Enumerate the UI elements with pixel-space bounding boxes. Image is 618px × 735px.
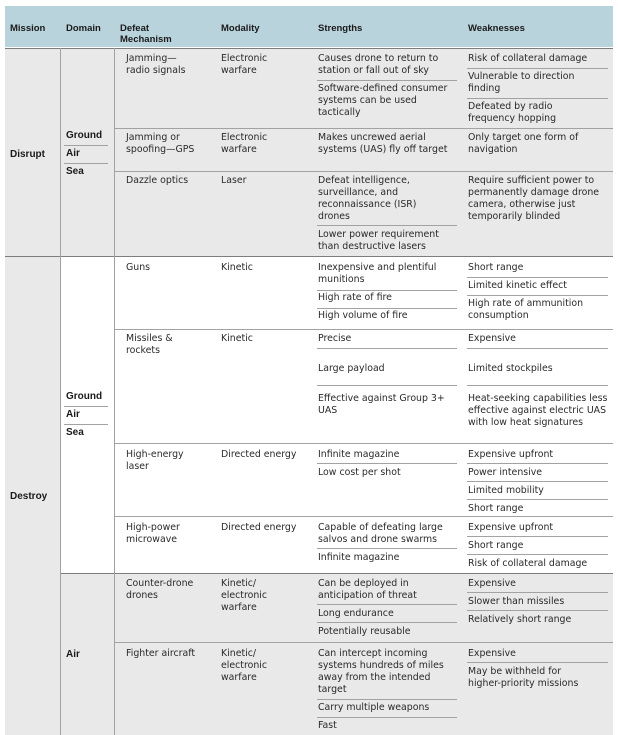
air-section-divider (60, 573, 613, 574)
weakness-separator (467, 610, 608, 611)
modality: Electronic warfare (221, 132, 268, 155)
domain-label: Air (66, 409, 80, 420)
domain-label: Air (66, 148, 80, 159)
weakness-separator (467, 348, 608, 349)
weakness-separator (467, 68, 608, 69)
weakness-item: Short range (468, 540, 524, 551)
modality: Kinetic (221, 333, 253, 344)
domain-separator (64, 424, 108, 425)
defeat-mechanism: High-power microwave (126, 522, 180, 545)
strength-separator (317, 308, 457, 309)
header-domain: Domain (66, 23, 101, 34)
weakness-item: Slower than missiles (468, 596, 565, 607)
modality: Kinetic/ electronic warfare (221, 648, 268, 683)
weakness-separator (467, 499, 608, 500)
weakness-item: Short range (468, 503, 524, 514)
header-strengths: Strengths (318, 23, 363, 34)
row-separator (114, 171, 613, 172)
strength-separator (317, 717, 457, 718)
defeat-mechanism: Missiles & rockets (126, 333, 173, 356)
strength-item: Defeat intelligence, surveillance, and reconnaissance (ISR) drones (318, 175, 417, 222)
weakness-item: Limited kinetic effect (468, 280, 567, 291)
strength-item: High volume of fire (318, 310, 408, 321)
weakness-item: Expensive (468, 578, 516, 589)
strength-item: Infinite magazine (318, 449, 400, 460)
strength-item: High rate of fire (318, 292, 392, 303)
strength-item: Inexpensive and plentiful munitions (318, 262, 437, 285)
column-separator (114, 48, 115, 735)
weakness-separator (467, 277, 608, 278)
weakness-item: Defeated by radio frequency hopping (468, 101, 557, 124)
strength-item: Causes drone to return to station or fall out of sky (318, 53, 439, 76)
weakness-item: Limited stockpiles (468, 363, 553, 374)
row-separator (114, 516, 613, 517)
weakness-item: Expensive (468, 333, 516, 344)
domain-separator (64, 406, 108, 407)
strength-item: Long endurance (318, 608, 394, 619)
strength-item: Makes uncrewed aerial systems (UAS) fly off target (318, 132, 448, 155)
weakness-item: Risk of collateral damage (468, 53, 588, 64)
modality: Kinetic/ electronic warfare (221, 578, 268, 613)
domain-label: Sea (66, 166, 84, 177)
domain-label: Ground (66, 391, 103, 402)
strength-item: Can intercept incoming systems hundreds of miles away from the intended target (318, 648, 444, 695)
weakness-item: Relatively short range (468, 614, 572, 625)
strength-separator (317, 80, 457, 81)
strength-separator (317, 622, 457, 623)
weakness-separator (467, 592, 608, 593)
modality: Electronic warfare (221, 53, 268, 76)
modality: Kinetic (221, 262, 253, 273)
strength-item: Lower power requirement than destructive lasers (318, 229, 439, 252)
header-defeat-mechanism: Defeat Mechanism (120, 23, 172, 45)
strength-item: Fast (318, 720, 337, 731)
defeat-mechanism: Counter-drone drones (126, 578, 194, 601)
defeat-mechanism: Fighter aircraft (126, 648, 196, 659)
weakness-separator (467, 385, 608, 386)
strength-separator (317, 225, 457, 226)
weakness-item: Vulnerable to direction finding (468, 71, 575, 94)
mission-label: Destroy (10, 491, 48, 502)
strength-item: Low cost per shot (318, 467, 401, 478)
defeat-mechanism: Jamming or spoofing—GPS (126, 132, 195, 155)
weakness-item: Heat-seeking capabilities less effective against electric UAS with low heat signatures (468, 393, 608, 428)
domain-separator (64, 145, 108, 146)
strength-item: Potentially reusable (318, 626, 411, 637)
strength-item: Infinite magazine (318, 552, 400, 563)
weakness-separator (467, 98, 608, 99)
strength-item: Capable of defeating large salvos and drone swarms (318, 522, 443, 545)
weakness-item: Expensive (468, 648, 516, 659)
domain-separator (64, 163, 108, 164)
weakness-item: High rate of ammunition consumption (468, 298, 584, 321)
weakness-item: Require sufficient power to permanently damage drone camera, otherwise just temporarily blinded (468, 175, 600, 222)
column-separator (60, 48, 61, 735)
defeat-mechanism: Guns (126, 262, 151, 273)
weakness-item: Only target one form of navigation (468, 132, 579, 155)
row-separator (114, 642, 613, 643)
strength-item: Precise (318, 333, 352, 344)
weakness-item: Power intensive (468, 467, 543, 478)
strength-item: Effective against Group 3+ UAS (318, 393, 445, 416)
defeat-mechanism: High-energy laser (126, 449, 184, 472)
defeat-mechanism: Dazzle optics (126, 175, 189, 186)
header-divider (5, 48, 613, 49)
row-separator (114, 329, 613, 330)
modality: Directed energy (221, 522, 297, 533)
strength-separator (317, 385, 457, 386)
strength-item: Carry multiple weapons (318, 702, 430, 713)
strength-separator (317, 699, 457, 700)
strength-separator (317, 290, 457, 291)
defeat-mechanism: Jamming— radio signals (126, 53, 186, 76)
weakness-separator (467, 481, 608, 482)
domain-label: Sea (66, 427, 84, 438)
header-modality: Modality (221, 23, 260, 34)
strength-item: Software-defined consumer systems can be used tactically (318, 83, 448, 118)
modality: Directed energy (221, 449, 297, 460)
weakness-separator (467, 536, 608, 537)
weakness-separator (467, 463, 608, 464)
strength-separator (317, 348, 457, 349)
weakness-item: Limited mobility (468, 485, 544, 496)
domain-label: Ground (66, 130, 103, 141)
strength-separator (317, 463, 457, 464)
weakness-separator (467, 554, 608, 555)
strength-item: Can be deployed in anticipation of threat (318, 578, 417, 601)
row-separator (114, 443, 613, 444)
weakness-item: Expensive upfront (468, 522, 554, 533)
weakness-separator (467, 662, 608, 663)
mission-label: Disrupt (10, 149, 45, 160)
row-separator (114, 128, 613, 129)
weakness-item: Risk of collateral damage (468, 558, 588, 569)
header-weaknesses: Weaknesses (468, 23, 525, 34)
weakness-item: Expensive upfront (468, 449, 554, 460)
header-mission: Mission (10, 23, 46, 34)
weakness-separator (467, 295, 608, 296)
weakness-item: May be withheld for higher-priority missions (468, 666, 579, 689)
section-divider (5, 256, 613, 257)
modality: Laser (221, 175, 247, 186)
strength-item: Large payload (318, 363, 385, 374)
weakness-item: Short range (468, 262, 524, 273)
strength-separator (317, 548, 457, 549)
domain-label: Air (66, 649, 80, 660)
strength-separator (317, 604, 457, 605)
